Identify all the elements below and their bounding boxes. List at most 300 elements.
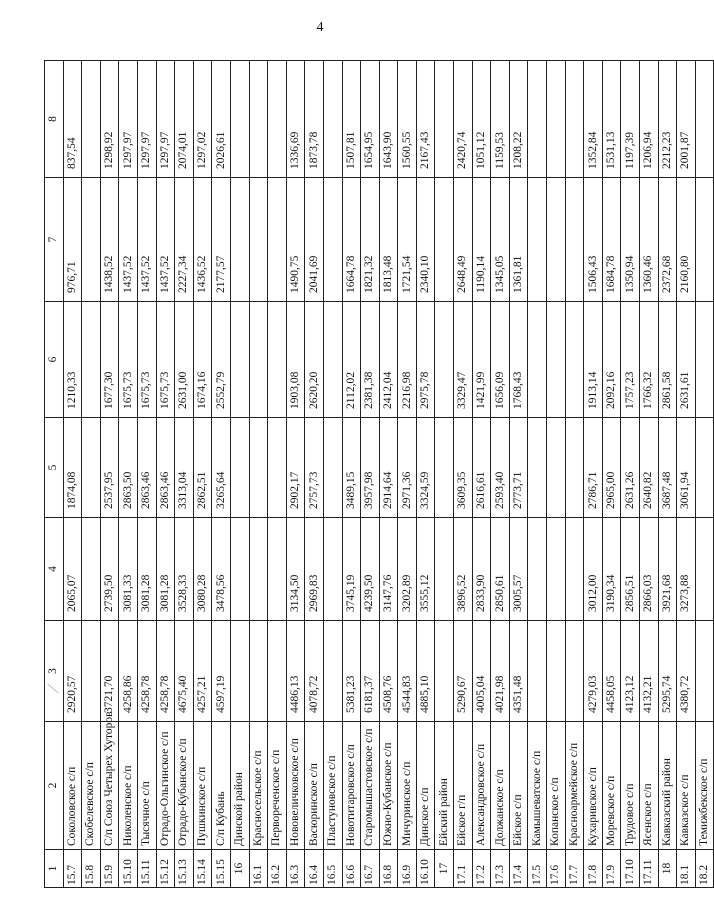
- value-cell: 3005,57: [509, 518, 528, 621]
- value-cell: 2833,90: [472, 518, 491, 621]
- value-cell: [249, 621, 268, 722]
- value-cell: [435, 178, 454, 302]
- row-code-cell: 16.10: [416, 850, 435, 888]
- row-code-cell: 17.1: [454, 850, 473, 888]
- value-cell: 2631,26: [621, 418, 640, 518]
- value-cell: 2167,43: [416, 61, 435, 178]
- row-name-cell: С/п Кубань: [212, 722, 231, 850]
- row-code-cell: 15.9: [100, 850, 119, 888]
- value-cell: 2620,20: [305, 302, 324, 418]
- value-cell: 3081,28: [156, 518, 175, 621]
- value-cell: 1531,13: [602, 61, 621, 178]
- value-cell: 2537,95: [100, 418, 119, 518]
- value-cell: [268, 518, 287, 621]
- row-code-cell: 16.1: [249, 850, 268, 888]
- value-cell: 3081,28: [137, 518, 156, 621]
- table-row: [100, 61, 119, 888]
- value-cell: [82, 178, 101, 302]
- value-cell: [547, 621, 566, 722]
- row-code-cell: 15.13: [175, 850, 194, 888]
- table-row: [584, 61, 603, 888]
- value-cell: 1903,08: [286, 302, 305, 418]
- value-cell: 2340,10: [416, 178, 435, 302]
- value-cell: 3081,33: [119, 518, 138, 621]
- value-cell: 2227,34: [175, 178, 194, 302]
- value-cell: 1874,08: [63, 418, 82, 518]
- value-cell: 2552,79: [212, 302, 231, 418]
- value-cell: [323, 178, 342, 302]
- value-cell: [528, 418, 547, 518]
- row-name-cell: Первореченское с/п: [268, 722, 287, 850]
- table-row: [398, 61, 417, 888]
- value-cell: 1297,02: [193, 61, 212, 178]
- table-row: [454, 61, 473, 888]
- value-cell: 2001,87: [677, 61, 696, 178]
- table-row: [82, 61, 101, 888]
- value-cell: 3745,19: [342, 518, 361, 621]
- value-cell: 1507,81: [342, 61, 361, 178]
- row-name-cell: Красноармейское с/п: [565, 722, 584, 850]
- value-cell: [268, 61, 287, 178]
- value-cell: 2757,73: [305, 418, 324, 518]
- value-cell: 1051,12: [472, 61, 491, 178]
- row-name-cell: Отрадо-Ольгинское с/п: [156, 722, 175, 850]
- row-name-cell: Динской район: [230, 722, 249, 850]
- table-row: [323, 61, 342, 888]
- value-cell: 3921,68: [658, 518, 677, 621]
- row-name-cell: Александровское с/п: [472, 722, 491, 850]
- column-header: 5: [45, 418, 64, 518]
- value-cell: 2975,78: [416, 302, 435, 418]
- value-cell: [695, 61, 714, 178]
- column-header: 2: [45, 722, 64, 850]
- table-row: [286, 61, 305, 888]
- value-cell: 4021,98: [491, 621, 510, 722]
- row-code-cell: 17.3: [491, 850, 510, 888]
- value-cell: [249, 418, 268, 518]
- value-cell: [268, 621, 287, 722]
- row-code-cell: 18: [658, 850, 677, 888]
- value-cell: 2863,46: [156, 418, 175, 518]
- value-cell: 1159,53: [491, 61, 510, 178]
- value-cell: 3896,52: [454, 518, 473, 621]
- value-cell: 1350,94: [621, 178, 640, 302]
- value-cell: [268, 302, 287, 418]
- value-cell: 976,71: [63, 178, 82, 302]
- value-cell: 2965,00: [602, 418, 621, 518]
- table-row: [602, 61, 621, 888]
- value-cell: 4257,21: [193, 621, 212, 722]
- value-cell: 1654,95: [361, 61, 380, 178]
- value-cell: 4458,05: [602, 621, 621, 722]
- value-cell: [230, 418, 249, 518]
- table-row: [416, 61, 435, 888]
- value-cell: 3957,98: [361, 418, 380, 518]
- value-cell: [528, 518, 547, 621]
- table-row: [491, 61, 510, 888]
- value-cell: 3061,94: [677, 418, 696, 518]
- row-code-cell: 16.2: [268, 850, 287, 888]
- value-cell: [230, 621, 249, 722]
- value-cell: 2914,64: [379, 418, 398, 518]
- value-cell: [565, 518, 584, 621]
- value-cell: 2648,49: [454, 178, 473, 302]
- row-name-cell: Должанское с/п: [491, 722, 510, 850]
- row-code-cell: 17.6: [547, 850, 566, 888]
- value-cell: 4258,86: [119, 621, 138, 722]
- row-name-cell: Ясенское с/п: [640, 722, 659, 850]
- value-cell: 1298,92: [100, 61, 119, 178]
- value-cell: [565, 621, 584, 722]
- value-cell: 2412,04: [379, 302, 398, 418]
- value-cell: 1506,43: [584, 178, 603, 302]
- row-name-cell: Скобелевское с/п: [82, 722, 101, 850]
- value-cell: [528, 302, 547, 418]
- value-cell: 1684,78: [602, 178, 621, 302]
- value-cell: 1437,52: [119, 178, 138, 302]
- value-cell: 2381,38: [361, 302, 380, 418]
- value-cell: 2212,23: [658, 61, 677, 178]
- value-cell: 2640,82: [640, 418, 659, 518]
- value-cell: 1437,52: [137, 178, 156, 302]
- table-row: [640, 61, 659, 888]
- row-code-cell: 15.15: [212, 850, 231, 888]
- value-cell: [82, 418, 101, 518]
- value-cell: 2773,71: [509, 418, 528, 518]
- value-cell: [435, 302, 454, 418]
- row-code-cell: 17: [435, 850, 454, 888]
- value-cell: 3265,64: [212, 418, 231, 518]
- value-cell: 1438,52: [100, 178, 119, 302]
- value-cell: 1208,22: [509, 61, 528, 178]
- row-name-cell: Динское с/п: [416, 722, 435, 850]
- row-code-cell: 17.10: [621, 850, 640, 888]
- value-cell: 1873,78: [305, 61, 324, 178]
- value-cell: 1190,14: [472, 178, 491, 302]
- row-name-cell: Моревское с/п: [602, 722, 621, 850]
- table-row: [677, 61, 696, 888]
- value-cell: 1352,84: [584, 61, 603, 178]
- value-cell: 1768,43: [509, 302, 528, 418]
- value-cell: 5381,23: [342, 621, 361, 722]
- value-cell: 1197,39: [621, 61, 640, 178]
- value-cell: 1664,78: [342, 178, 361, 302]
- value-cell: 1436,52: [193, 178, 212, 302]
- value-cell: 1675,73: [119, 302, 138, 418]
- value-cell: 1821,32: [361, 178, 380, 302]
- value-cell: 4132,21: [640, 621, 659, 722]
- value-cell: [249, 302, 268, 418]
- value-cell: [249, 518, 268, 621]
- row-code-cell: 16.6: [342, 850, 361, 888]
- table-row: [621, 61, 640, 888]
- value-cell: [528, 621, 547, 722]
- row-name-cell: Ейское с/п: [509, 722, 528, 850]
- value-cell: 4885,10: [416, 621, 435, 722]
- table-row: [137, 61, 156, 888]
- value-cell: [547, 178, 566, 302]
- value-cell: 5290,67: [454, 621, 473, 722]
- value-cell: 4279,03: [584, 621, 603, 722]
- value-cell: 3528,33: [175, 518, 194, 621]
- column-header: 3: [45, 621, 64, 722]
- value-cell: 4544,83: [398, 621, 417, 722]
- value-cell: 4123,12: [621, 621, 640, 722]
- row-code-cell: 16.3: [286, 850, 305, 888]
- table-row: [658, 61, 677, 888]
- row-name-cell: Пушкинское с/п: [193, 722, 212, 850]
- row-name-cell: Кавказское с/п: [677, 722, 696, 850]
- value-cell: [82, 621, 101, 722]
- value-cell: 2631,00: [175, 302, 194, 418]
- value-cell: 2041,69: [305, 178, 324, 302]
- value-cell: 1560,55: [398, 61, 417, 178]
- value-cell: [435, 518, 454, 621]
- value-cell: [565, 61, 584, 178]
- value-cell: 2971,36: [398, 418, 417, 518]
- value-cell: 4508,76: [379, 621, 398, 722]
- value-cell: 1766,32: [640, 302, 659, 418]
- column-header: 8: [45, 61, 64, 178]
- value-cell: 1437,52: [156, 178, 175, 302]
- row-name-cell: Васюринское с/п: [305, 722, 324, 850]
- value-cell: 4258,78: [137, 621, 156, 722]
- row-code-cell: 16: [230, 850, 249, 888]
- value-cell: 1210,33: [63, 302, 82, 418]
- value-cell: [230, 178, 249, 302]
- row-name-cell: Нововеличковское с/п: [286, 722, 305, 850]
- value-cell: 4258,78: [156, 621, 175, 722]
- value-cell: [323, 518, 342, 621]
- value-cell: 1297,97: [119, 61, 138, 178]
- value-cell: 3190,34: [602, 518, 621, 621]
- row-code-cell: 15.8: [82, 850, 101, 888]
- value-cell: 1421,99: [472, 302, 491, 418]
- value-cell: [82, 61, 101, 178]
- value-cell: 2861,58: [658, 302, 677, 418]
- value-cell: 2616,61: [472, 418, 491, 518]
- value-cell: 2920,57: [63, 621, 82, 722]
- value-cell: [323, 302, 342, 418]
- table-row: [509, 61, 528, 888]
- table-row: [547, 61, 566, 888]
- row-code-cell: 17.11: [640, 850, 659, 888]
- value-cell: 2739,50: [100, 518, 119, 621]
- row-code-cell: 18.1: [677, 850, 696, 888]
- value-cell: 2216,98: [398, 302, 417, 418]
- value-cell: [230, 518, 249, 621]
- row-code-cell: 16.9: [398, 850, 417, 888]
- value-cell: 3080,28: [193, 518, 212, 621]
- value-cell: 3147,76: [379, 518, 398, 621]
- row-name-cell: Старомышастовское с/п: [361, 722, 380, 850]
- value-cell: [268, 178, 287, 302]
- row-code-cell: 15.12: [156, 850, 175, 888]
- row-name-cell: Мичуринское с/п: [398, 722, 417, 850]
- row-code-cell: 17.4: [509, 850, 528, 888]
- value-cell: [268, 418, 287, 518]
- value-cell: 4239,50: [361, 518, 380, 621]
- value-cell: 3478,56: [212, 518, 231, 621]
- row-name-cell: Ейское г/п: [454, 722, 473, 850]
- row-code-cell: 18.2: [695, 850, 714, 888]
- value-cell: 2902,17: [286, 418, 305, 518]
- value-cell: [528, 178, 547, 302]
- row-code-cell: 17.8: [584, 850, 603, 888]
- table-row: [361, 61, 380, 888]
- value-cell: 1677,30: [100, 302, 119, 418]
- row-name-cell: Камышеватское с/п: [528, 722, 547, 850]
- row-name-cell: Южно-Кубанское с/п: [379, 722, 398, 850]
- row-code-cell: 17.7: [565, 850, 584, 888]
- value-cell: 4078,72: [305, 621, 324, 722]
- value-cell: [528, 61, 547, 178]
- row-code-cell: 16.7: [361, 850, 380, 888]
- value-cell: [323, 418, 342, 518]
- header-row: [45, 61, 64, 888]
- value-cell: 3609,35: [454, 418, 473, 518]
- value-cell: 3313,04: [175, 418, 194, 518]
- table-row: [175, 61, 194, 888]
- value-cell: [435, 61, 454, 178]
- value-cell: 3202,89: [398, 518, 417, 621]
- table-row: [342, 61, 361, 888]
- value-cell: 1345,05: [491, 178, 510, 302]
- value-cell: [230, 61, 249, 178]
- value-cell: 1297,97: [156, 61, 175, 178]
- value-cell: 2420,74: [454, 61, 473, 178]
- row-code-cell: 15.14: [193, 850, 212, 888]
- table-row: [63, 61, 82, 888]
- value-cell: 837,54: [63, 61, 82, 178]
- table-row: [565, 61, 584, 888]
- table-row: [305, 61, 324, 888]
- table-row: [268, 61, 287, 888]
- value-cell: 1297,97: [137, 61, 156, 178]
- row-name-cell: Пластуновское с/п: [323, 722, 342, 850]
- table-row: [193, 61, 212, 888]
- value-cell: 1361,81: [509, 178, 528, 302]
- value-cell: [82, 518, 101, 621]
- column-header: 7: [45, 178, 64, 302]
- value-cell: 1675,73: [156, 302, 175, 418]
- value-cell: 3324,59: [416, 418, 435, 518]
- data-table: [44, 60, 714, 888]
- value-cell: 2160,80: [677, 178, 696, 302]
- table-row: [695, 61, 714, 888]
- value-cell: [82, 302, 101, 418]
- value-cell: 1757,23: [621, 302, 640, 418]
- value-cell: 2074,01: [175, 61, 194, 178]
- value-cell: 6181,37: [361, 621, 380, 722]
- value-cell: 1913,14: [584, 302, 603, 418]
- row-code-cell: 16.4: [305, 850, 324, 888]
- value-cell: [435, 621, 454, 722]
- value-cell: 5295,74: [658, 621, 677, 722]
- value-cell: 2112,02: [342, 302, 361, 418]
- row-name-cell: Новотитаровское с/п: [342, 722, 361, 850]
- row-code-cell: 17.5: [528, 850, 547, 888]
- value-cell: [547, 518, 566, 621]
- value-cell: 2092,16: [602, 302, 621, 418]
- value-cell: [249, 178, 268, 302]
- value-cell: 1643,90: [379, 61, 398, 178]
- row-code-cell: 17.9: [602, 850, 621, 888]
- row-code-cell: 16.5: [323, 850, 342, 888]
- value-cell: [435, 418, 454, 518]
- value-cell: 3134,50: [286, 518, 305, 621]
- value-cell: 2631,61: [677, 302, 696, 418]
- table-row: [472, 61, 491, 888]
- value-cell: 3721,70: [100, 621, 119, 722]
- column-header: 4: [45, 518, 64, 621]
- table-body: [63, 61, 714, 888]
- value-cell: [323, 621, 342, 722]
- row-name-cell: Кухаривское с/п: [584, 722, 603, 850]
- table-row: [230, 61, 249, 888]
- value-cell: 1490,75: [286, 178, 305, 302]
- row-code-cell: 15.7: [63, 850, 82, 888]
- value-cell: 2866,03: [640, 518, 659, 621]
- table-row: [212, 61, 231, 888]
- value-cell: 2593,40: [491, 418, 510, 518]
- row-name-cell: Трудовое с/п: [621, 722, 640, 850]
- row-name-cell: Кавказский район: [658, 722, 677, 850]
- value-cell: [323, 61, 342, 178]
- value-cell: [695, 518, 714, 621]
- value-cell: [695, 621, 714, 722]
- value-cell: 3273,88: [677, 518, 696, 621]
- row-code-cell: 15.11: [137, 850, 156, 888]
- value-cell: [565, 302, 584, 418]
- value-cell: 1721,54: [398, 178, 417, 302]
- row-code-cell: 15.10: [119, 850, 138, 888]
- value-cell: 2856,51: [621, 518, 640, 621]
- row-name-cell: Темижбекское с/п: [695, 722, 714, 850]
- value-cell: 1336,69: [286, 61, 305, 178]
- value-cell: 2862,51: [193, 418, 212, 518]
- value-cell: 4005,04: [472, 621, 491, 722]
- value-cell: 1206,94: [640, 61, 659, 178]
- value-cell: [695, 178, 714, 302]
- value-cell: 2065,07: [63, 518, 82, 621]
- value-cell: 4486,13: [286, 621, 305, 722]
- value-cell: 1675,73: [137, 302, 156, 418]
- value-cell: 3489,15: [342, 418, 361, 518]
- table-row: [156, 61, 175, 888]
- value-cell: [547, 418, 566, 518]
- value-cell: 2177,57: [212, 178, 231, 302]
- page-number: 4: [316, 20, 324, 35]
- value-cell: 1360,46: [640, 178, 659, 302]
- value-cell: [695, 302, 714, 418]
- value-cell: [547, 61, 566, 178]
- value-cell: 4597,19: [212, 621, 231, 722]
- value-cell: 1656,09: [491, 302, 510, 418]
- value-cell: 2863,50: [119, 418, 138, 518]
- value-cell: 3687,48: [658, 418, 677, 518]
- table-row: [528, 61, 547, 888]
- row-name-cell: Отрадо-Кубанское с/п: [175, 722, 194, 850]
- table-row: [249, 61, 268, 888]
- value-cell: 2850,61: [491, 518, 510, 621]
- value-cell: [230, 302, 249, 418]
- value-cell: [547, 302, 566, 418]
- value-cell: 4675,40: [175, 621, 194, 722]
- table-row: [435, 61, 454, 888]
- row-name-cell: Ейский район: [435, 722, 454, 850]
- value-cell: 3012,00: [584, 518, 603, 621]
